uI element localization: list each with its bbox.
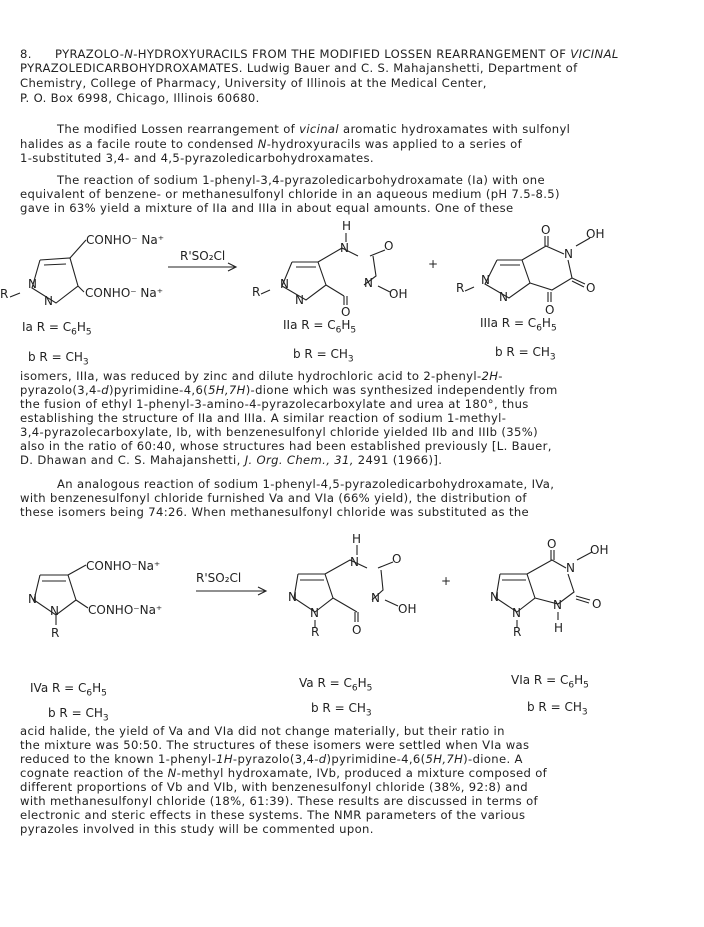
IIIa-O-top: O — [541, 223, 551, 237]
label-Ia: Ia $R = C_6H_5$ — [22, 320, 92, 338]
IIIa-O-bottom: O — [545, 303, 555, 317]
para1-line-3: 1-substituted 3,4- and 4,5-pyrazoledicarbohydroxamates. — [20, 151, 374, 165]
IIa-N2: N — [295, 293, 304, 307]
para5-line-3: reduced to the known 1-phenyl-1H-pyrazolo(3,4-d)pyrimidine-4,6(5H,7H)-dione. A — [20, 752, 523, 766]
scheme2-reagent: R'SO₂Cl — [196, 571, 242, 585]
Va-R: R — [311, 625, 320, 639]
VIa-R: R — [513, 625, 522, 639]
IVa-N1: N — [28, 592, 37, 606]
para3-line-4: establishing the structure of IIa and IIIa. A similar reaction of sodium 1-methyl- — [20, 411, 507, 425]
IVa-R: R — [51, 626, 60, 640]
label-Vb: b $R = CH_3$ — [311, 701, 372, 719]
para5-line-7: electronic and steric effects in these systems. The NMR parameters of the various — [20, 808, 526, 822]
IIa-O-top: O — [384, 239, 394, 253]
Va-O-bottom: O — [352, 623, 362, 637]
Va-NH: N — [350, 555, 359, 569]
label-IIa: IIa $R = C_6H_5$ — [283, 318, 357, 336]
para5-line-4: cognate reaction of the N-methyl hydroxamate, IVb, produced a mixture composed of — [20, 766, 548, 780]
header-line-1: 8. PYRAZOLO-N-HYDROXYURACILS FROM THE MODIFIED LOSSEN REARRANGEMENT OF VICINAL — [20, 47, 619, 61]
label-IIIa: IIIa $R = C_6H_5$ — [480, 316, 557, 334]
IIa-H: H — [342, 219, 352, 233]
Ia-R: R — [0, 287, 9, 301]
label-VIa: VIa $R = C_6H_5$ — [511, 673, 589, 691]
IVa-substituent-bottom: CONHO⁻Na⁺ — [88, 603, 163, 617]
Va-H: H — [352, 532, 362, 546]
VIa-N1: N — [490, 590, 499, 604]
label-IVb: b $R = CH_3$ — [48, 706, 109, 724]
VIa-OH: OH — [590, 543, 609, 557]
label-IIIb: b $R = CH_3$ — [495, 345, 556, 363]
IIIa-N2: N — [499, 290, 508, 304]
IIa-R: R — [252, 285, 261, 299]
label-VIb: b $R = CH_3$ — [527, 700, 588, 718]
VIa-H: H — [554, 621, 564, 635]
IVa-substituent-top: CONHO⁻Na⁺ — [86, 559, 161, 573]
para4-line-2: with benzenesulfonyl chloride furnished Va and VIa (66% yield), the distribution of — [20, 491, 527, 505]
scheme1-plus: + — [428, 257, 439, 271]
Va-N-OH: N — [371, 591, 380, 605]
para1-line-2: halides as a facile route to condensed N-hydroxyuracils was applied to a series of — [20, 137, 522, 151]
label-Va: Va $R = C_6H_5$ — [299, 676, 373, 694]
para3-line-5: 3,4-pyrazolecarboxylate, Ib, with benzenesulfonyl chloride yielded IIb and IIIb (35%) — [20, 425, 538, 439]
Va-N1: N — [288, 590, 297, 604]
Va-N2: N — [310, 606, 319, 620]
para5-line-6: with methanesulfonyl chloride (18%, 61:39). These results are discussed in terms of — [20, 794, 538, 808]
para5-line-2: the mixture was 50:50. The structures of these isomers were settled when VIa was — [20, 738, 530, 752]
label-IIb: b $R = CH_3$ — [293, 347, 354, 365]
para5-line-1: acid halide, the yield of Va and VIa did not change materially, but their ratio in — [20, 724, 505, 738]
IVa-N2: N — [50, 604, 59, 618]
para5-line-5: different proportions of Vb and VIb, with benzenesulfonyl chloride (38%, 92:8) and — [20, 780, 528, 794]
VIa-N2: N — [512, 606, 521, 620]
Ia-N2: N — [44, 294, 53, 308]
label-IVa: IVa $R = C_6H_5$ — [30, 681, 107, 699]
para3-line-3: the fusion of ethyl 1-phenyl-3-amino-4-pyrazolecarboxylate and urea at 180°, thus — [20, 397, 529, 411]
header-line-2: PYRAZOLEDICARBOHYDROXAMATES. Ludwig Bauer and C. S. Mahajanshetti, Department of — [20, 61, 578, 75]
para3-line-7: D. Dhawan and C. S. Mahajanshetti, J. Org. Chem., 31, 2491 (1966)]. — [20, 453, 443, 467]
Ia-substituent-bottom: CONHO⁻ Na⁺ — [85, 286, 164, 300]
IIIa-R: R — [456, 281, 465, 295]
IIa-N1: N — [280, 277, 289, 291]
IIa-O-bottom: O — [341, 305, 351, 319]
para2-line-1: The reaction of sodium 1-phenyl-3,4-pyrazoledicarbohydroxamate (Ia) with one — [57, 173, 545, 187]
IIIa-N: N — [564, 247, 573, 261]
VIa-O-right: O — [592, 597, 602, 611]
header-line-4: P. O. Box 6998, Chicago, Illinois 60680. — [20, 91, 260, 105]
para3-line-6: also in the ratio of 60:40, whose structures had been established previously [L. Bauer, — [20, 439, 552, 453]
VIa-O-top: O — [547, 537, 557, 551]
IIa-OH: OH — [389, 287, 408, 301]
VIa-N: N — [566, 561, 575, 575]
header-line-3: Chemistry, College of Pharmacy, University of Illinois at the Medical Center, — [20, 76, 487, 90]
para5-line-8: pyrazoles involved in this study will be commented upon. — [20, 822, 374, 836]
para3-line-2: pyrazolo(3,4-d)pyrimidine-4,6(5H,7H)-dione which was synthesized independently from — [20, 383, 558, 397]
para4-line-1: An analogous reaction of sodium 1-phenyl-4,5-pyrazoledicarbohydroxamate, IVa, — [57, 477, 555, 491]
para1-line-1: The modified Lossen rearrangement of vicinal aromatic hydroxamates with sulfonyl — [57, 122, 571, 136]
para2-line-2: equivalent of benzene- or methanesulfonyl chloride in an aqueous medium (pH 7.5-8.5) — [20, 187, 560, 201]
VIa-NH: N — [553, 598, 562, 612]
para4-line-3: these isomers being 74:26. When methanesulfonyl chloride was substituted as the — [20, 505, 530, 519]
IIa-NH: N — [340, 241, 349, 255]
IIIa-O-right: O — [586, 281, 596, 295]
Ia-N1: N — [28, 277, 37, 291]
Va-O-top: O — [392, 552, 402, 566]
IIIa-OH: OH — [586, 227, 605, 241]
label-Ib: b $R = CH_3$ — [28, 350, 89, 368]
IIIa-N1: N — [481, 273, 490, 287]
scheme1-reagent: R'SO₂Cl — [180, 249, 226, 263]
para3-line-1: isomers, IIIa, was reduced by zinc and dilute hydrochloric acid to 2-phenyl-2H- — [20, 369, 503, 383]
Ia-substituent-top: CONHO⁻ Na⁺ — [86, 233, 165, 247]
Va-OH: OH — [398, 602, 417, 616]
scheme2-plus: + — [441, 574, 452, 588]
IIa-N-OH: N — [364, 276, 373, 290]
para2-line-3: gave in 63% yield a mixture of IIa and IIIa in about equal amounts. One of these — [20, 201, 514, 215]
